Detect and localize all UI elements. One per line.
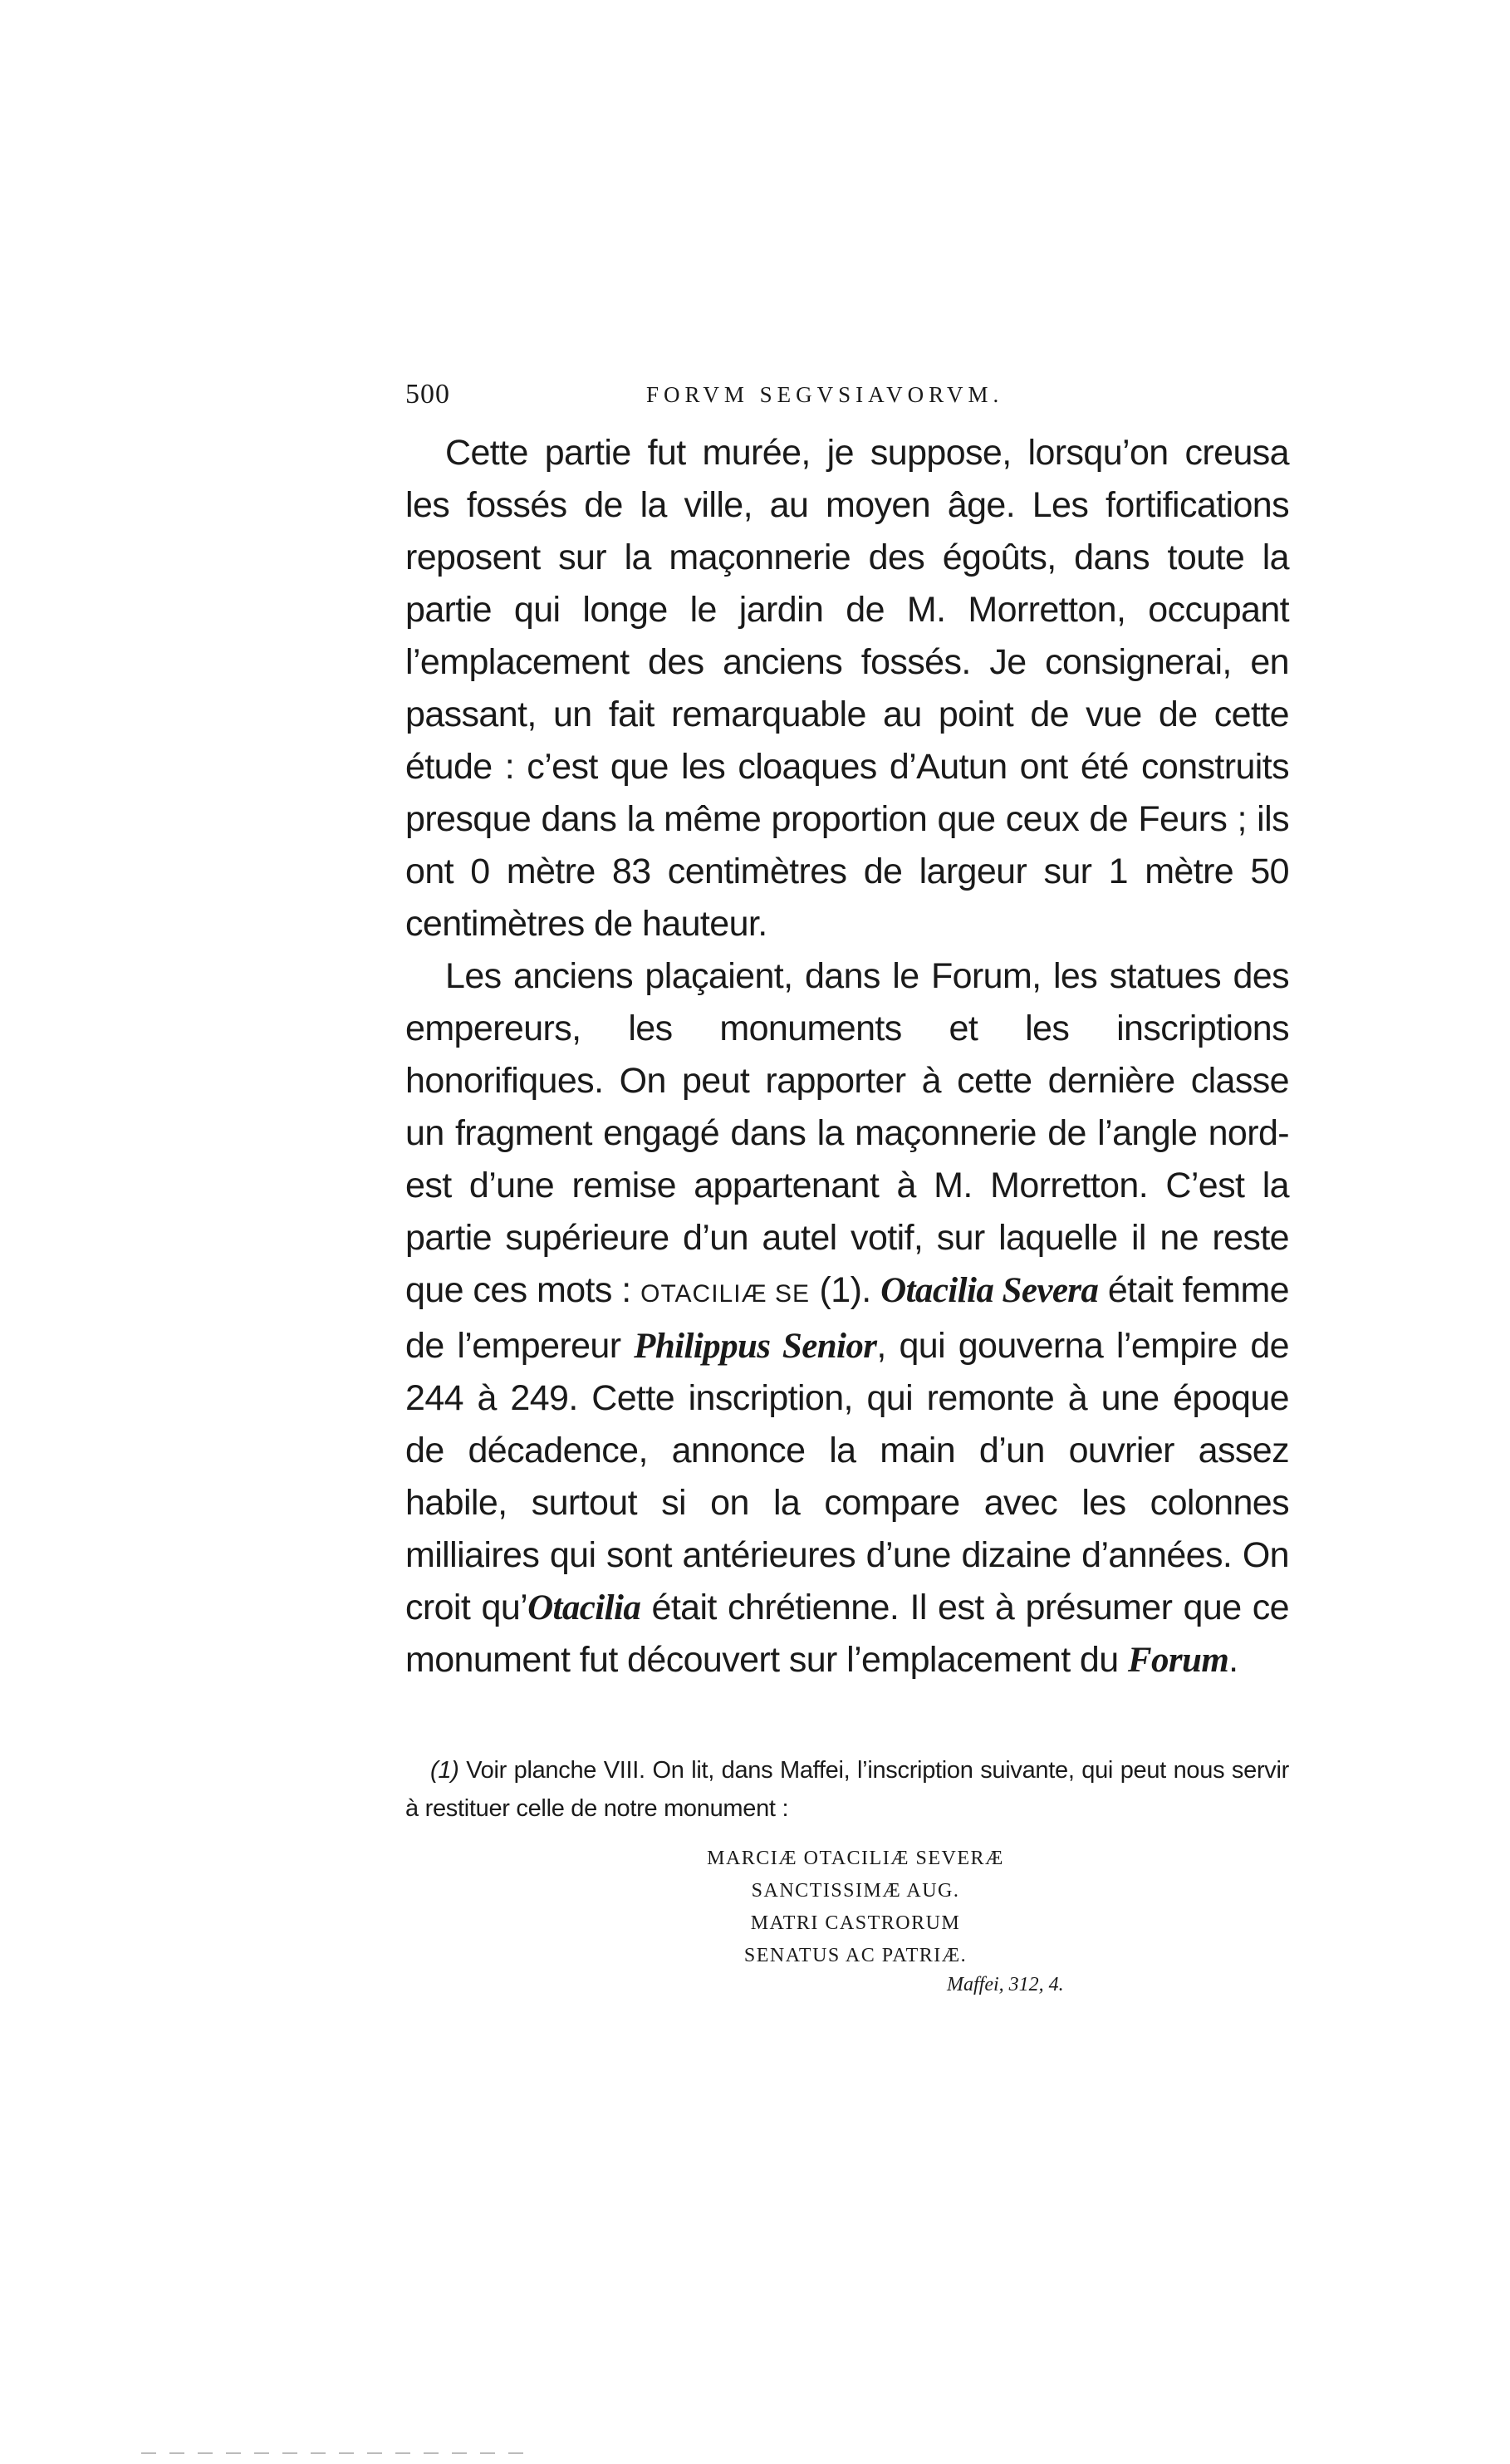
inscription-line: MARCIÆ OTACILIÆ SEVERÆ	[707, 1848, 1004, 1869]
page-number: 500	[405, 379, 450, 410]
inscription-source: Maffei, 312, 4.	[947, 1974, 1064, 1995]
paragraph-2-text-a: Les anciens plaçaient, dans le Forum, les statues des empereurs, les monuments et les inscriptions honorifiques. On peut rapporter à cette dernière classe un fragment engagé dans la maçonnerie de l’angle nord-est d’une remise appartenant à M. Morretton. C’est la partie supérieure d’un autel votif, sur laquelle il ne reste que ces mots :	[405, 956, 1289, 1310]
footnote	[405, 1751, 1289, 1828]
page-header	[405, 379, 1061, 425]
footnote-reference: (1).	[810, 1270, 881, 1310]
footnote-text: Voir planche VIII. On lit, dans Maffei, l’inscription suivante, qui peut nous servir à restituer celle de notre monument :	[405, 1757, 1289, 1822]
footnote-marker: (1)	[430, 1757, 459, 1784]
name-otacilia: Otacilia	[527, 1588, 641, 1627]
scan-artifact-line	[141, 2452, 523, 2454]
paragraph-1-text: Cette partie fut murée, je suppose, lorsqu’on creusa les fossés de la ville, au moyen âge. Les fortifications reposent sur la maçonnerie des égoûts, dans toute la partie qui longe le jardin de M. Morretton, occupant l’emplacement des anciens fossés. Je consignerai, en passant, un fait remarquable au point de vue de cette étude : c’est que les cloaques d’Autun ont été construits presque dans la même proportion que ceux de Feurs ; ils ont 0 mètre 83 centimètres de largeur sur 1 mètre 50 centimètres de hauteur.	[405, 433, 1289, 944]
inscription-fragment: OTACILIÆ SE	[640, 1280, 811, 1308]
paragraph-1	[405, 427, 1289, 950]
running-title: FORVM SEGVSIAVORVM.	[646, 382, 1004, 407]
paragraph-2-text-c: était femme de l’empereur	[405, 1270, 1289, 1366]
inscription-line: SENATUS AC PATRIÆ.	[743, 1945, 968, 1966]
inscription-block	[648, 1843, 1063, 1972]
inscription-line: SANCTISSIMÆ AUG.	[751, 1880, 960, 1902]
paragraph-2	[405, 950, 1289, 1686]
main-text	[405, 427, 1289, 1686]
inscription-line: MATRI CASTRORUM	[750, 1912, 961, 1934]
paragraph-2-text-e: était chrétienne. Il est à présumer que ce monument fut découvert sur l’emplacement du	[405, 1588, 1289, 1680]
name-philippus-senior: Philippus Senior	[634, 1327, 877, 1366]
name-otacilia-severa: Otacilia Severa	[880, 1271, 1099, 1310]
paragraph-2-text-f: .	[1228, 1640, 1238, 1680]
word-forum: Forum	[1127, 1641, 1229, 1680]
paragraph-2-text-d: , qui gouverna l’empire de 244 à 249. Cette inscription, qui remonte à une époque de décadence, annonce la main d’un ouvrier assez habile, surtout si on la compare avec les colonnes milliaires qui sont antérieures d’une dizaine d’années. On croit qu’	[405, 1326, 1289, 1627]
